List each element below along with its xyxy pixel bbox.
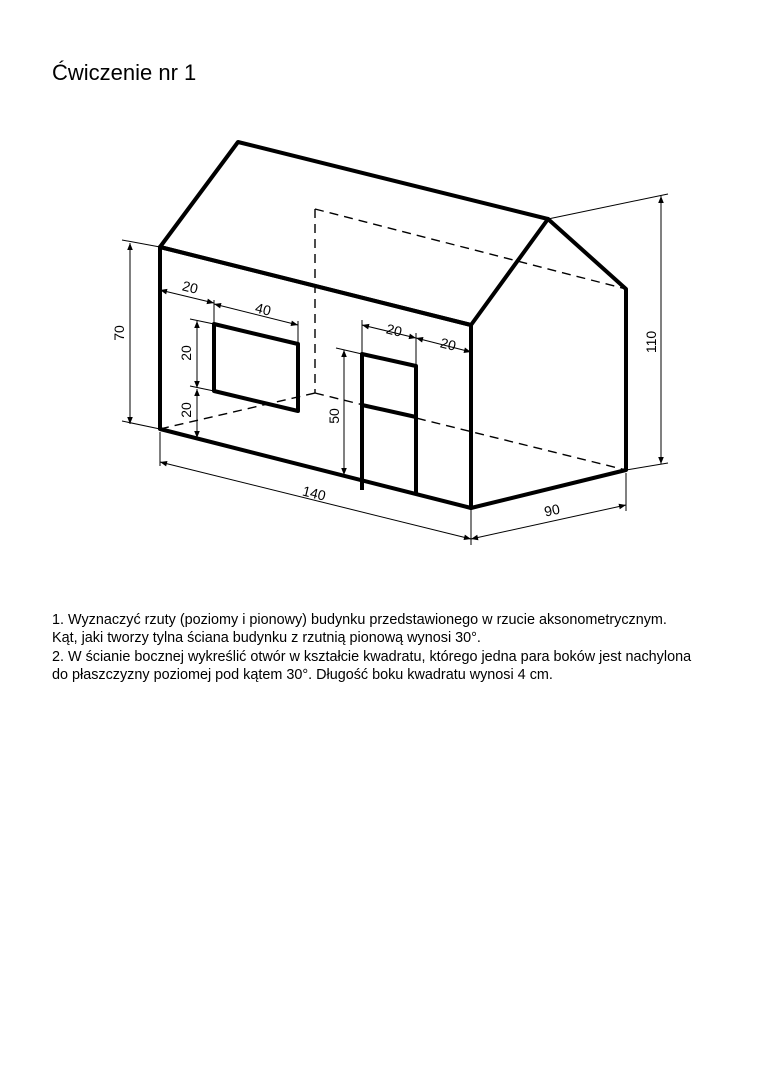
door-mid-line: [362, 405, 416, 417]
dim-label-door-width: 20: [384, 320, 404, 340]
dim-label-door-height: 50: [326, 408, 342, 424]
dim-label-door-right: 20: [438, 334, 458, 354]
dim-label-window-width: 40: [253, 299, 273, 319]
instructions: [52, 611, 752, 685]
instruction-line: 2. W ścianie bocznej wykreślić otwór w kształcie kwadratu, którego jedna para boków jest nachylona: [52, 648, 692, 665]
dim-label-90: 90: [542, 500, 562, 520]
page-title: Ćwiczenie nr 1: [52, 60, 197, 85]
dim-label-left-margin: 20: [180, 277, 200, 297]
instruction-line: do płaszczyzny poziomej pod kątem 30°. Długość boku kwadratu wynosi 4 cm.: [52, 667, 553, 684]
dim-label-sill-height: 20: [178, 402, 194, 418]
dim-label-110: 110: [643, 330, 659, 354]
extension-lines: [122, 194, 668, 545]
door: [362, 354, 416, 494]
instruction-line: Kąt, jaki tworzy tylna ściana budynku z rzutnią pionową wynosi 30°.: [52, 630, 481, 647]
dim-label-70: 70: [111, 325, 127, 341]
dim-label-window-height: 20: [178, 345, 194, 361]
instruction-line: 1. Wyznaczyć rzuty (poziomy i pionowy) budynku przedstawionego w rzucie aksonometrycznym.: [52, 612, 667, 628]
window: [214, 324, 298, 411]
dim-label-140: 140: [300, 482, 328, 504]
hidden-edges: [160, 209, 626, 470]
